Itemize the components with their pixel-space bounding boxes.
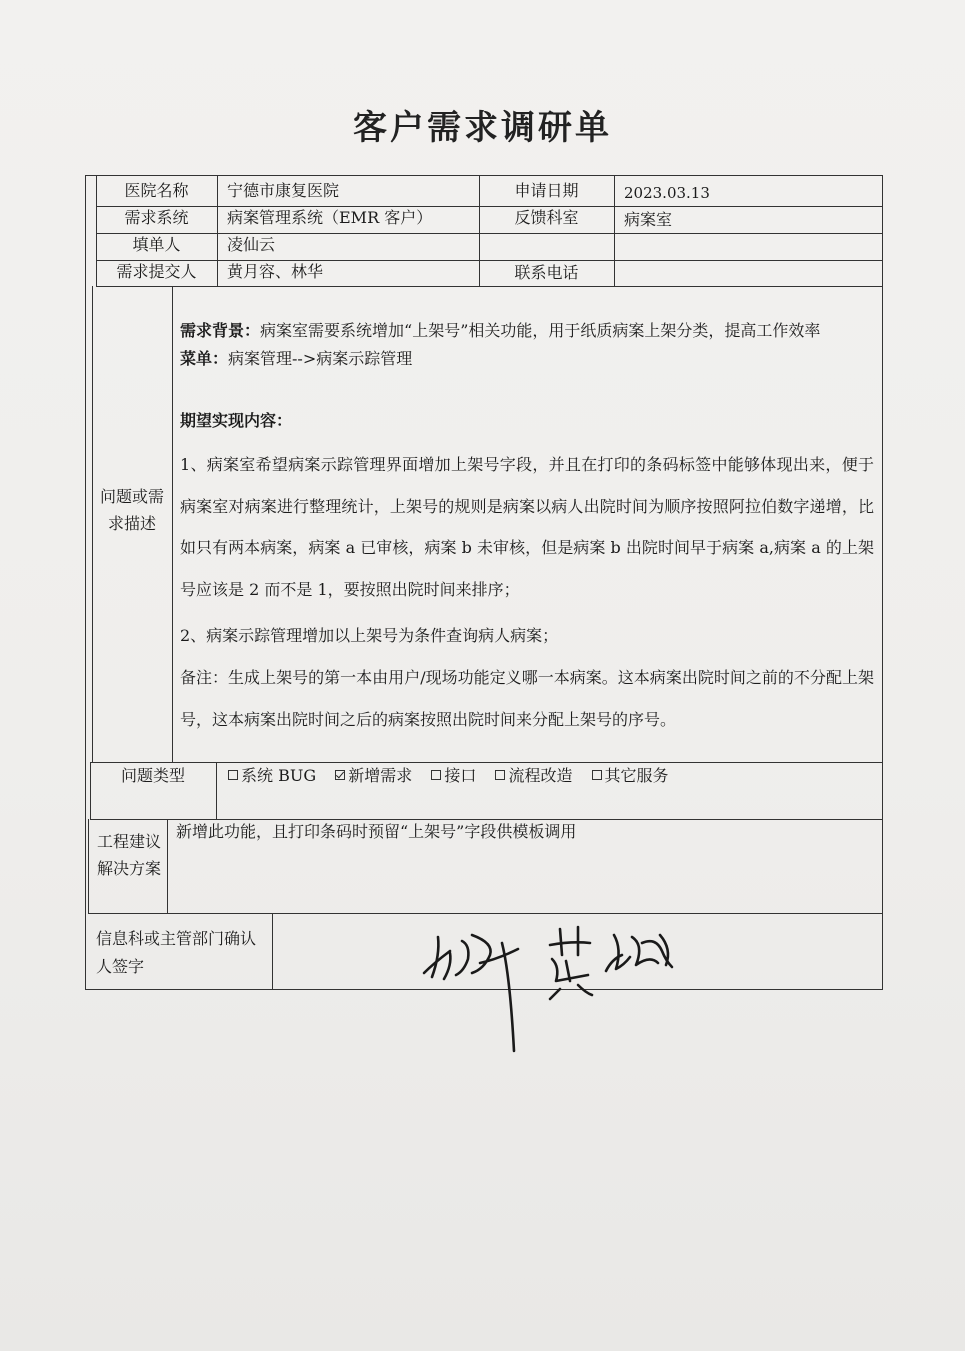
requirement-note: 备注：生成上架号的第一本由用户/现场功能定义哪一本病案。这本病案出院时间之前的不分配上架号，这本病案出院时间之后的病案按照出院时间来分配上架号的序号。	[180, 668, 874, 729]
expected-title	[180, 408, 874, 434]
outer-left-border	[92, 286, 93, 762]
col-divider	[272, 913, 273, 989]
solution-text: 新增此功能，且打印条码时预留“上架号”字段供模板调用	[176, 822, 577, 841]
issue-type-label: 问题类型	[120, 766, 185, 785]
col-divider	[216, 762, 217, 819]
system-value: 病案管理系统（EMR 客户）	[227, 208, 433, 227]
background-text: 病案室需要系统增加“上架号”相关功能，用于纸质病案上架分类，提高工作效率	[260, 321, 821, 340]
option-label: 其它服务	[604, 766, 669, 785]
handwritten-signature	[410, 915, 690, 1060]
option-system-bug[interactable]	[228, 763, 316, 789]
phone-label: 联系电话	[514, 263, 579, 282]
expected-title-text: 期望实现内容：	[180, 411, 293, 430]
option-other-service[interactable]	[592, 763, 669, 789]
col-divider	[614, 176, 615, 286]
background-paragraph	[180, 318, 874, 372]
menu-text: 病案管理-->病案示踪管理	[228, 349, 413, 368]
checkbox-process-change[interactable]	[495, 770, 505, 780]
department-label: 反馈科室	[514, 208, 579, 227]
submitter-label: 需求提交人	[116, 262, 197, 281]
option-label: 系统 BUG	[241, 766, 317, 785]
row-divider	[96, 286, 882, 287]
signature-label: 信息科或主管部门确认人签字	[96, 929, 257, 976]
col-divider	[167, 819, 168, 913]
apply-date-value: 2023.03.13	[624, 184, 710, 202]
col-divider	[172, 286, 173, 762]
background-title: 需求背景：	[180, 321, 261, 340]
option-label: 流程改造	[508, 766, 573, 785]
option-new-requirement[interactable]	[335, 763, 412, 789]
checkbox-interface[interactable]	[431, 770, 441, 780]
description-label: 问题或需求描述	[99, 487, 164, 533]
filler-value: 凌仙云	[227, 235, 276, 254]
hospital-name-label: 医院名称	[124, 181, 189, 200]
requirement-item-2: 2、病案示踪管理增加以上架号为条件查询病人病案；	[180, 626, 559, 645]
system-label: 需求系统	[124, 208, 189, 227]
solution-label: 工程建议解决方案	[96, 832, 161, 878]
menu-title: 菜单：	[180, 349, 229, 368]
option-label: 新增需求	[348, 766, 413, 785]
option-process-change[interactable]	[495, 763, 572, 789]
option-interface[interactable]	[431, 763, 476, 789]
checkbox-other-service[interactable]	[592, 770, 602, 780]
checkbox-system-bug[interactable]	[228, 770, 238, 780]
requirement-item-1: 1、病案室希望病案示踪管理界面增加上架号字段，并且在打印的条码标签中能够体现出来，便于病案室对病案进行整理统计，上架号的规则是病案以病人出院时间为顺序按照阿拉伯数字递增，比如只有两本病案，病案 a 已审核，病案 b 未审核，但是病案 b 出院时间早于病案 a,病案 a 的上架号应该是 2 而不是 1，要按照出院时间来排序；	[180, 455, 874, 599]
apply-date-label: 申请日期	[514, 181, 579, 200]
page-title: 客户需求调研单	[353, 108, 612, 148]
outer-left-border	[88, 819, 89, 913]
filler-label: 填单人	[132, 235, 181, 254]
submitter-value: 黄月容、林华	[227, 262, 324, 281]
checkbox-new-requirement[interactable]	[335, 770, 345, 780]
issue-type-options	[228, 763, 683, 789]
row-divider	[88, 913, 882, 914]
col-divider	[217, 176, 218, 286]
hospital-name-value: 宁德市康复医院	[227, 181, 340, 200]
department-value: 病案室	[624, 210, 673, 229]
request-form-table	[85, 175, 883, 990]
option-label: 接口	[444, 766, 477, 785]
